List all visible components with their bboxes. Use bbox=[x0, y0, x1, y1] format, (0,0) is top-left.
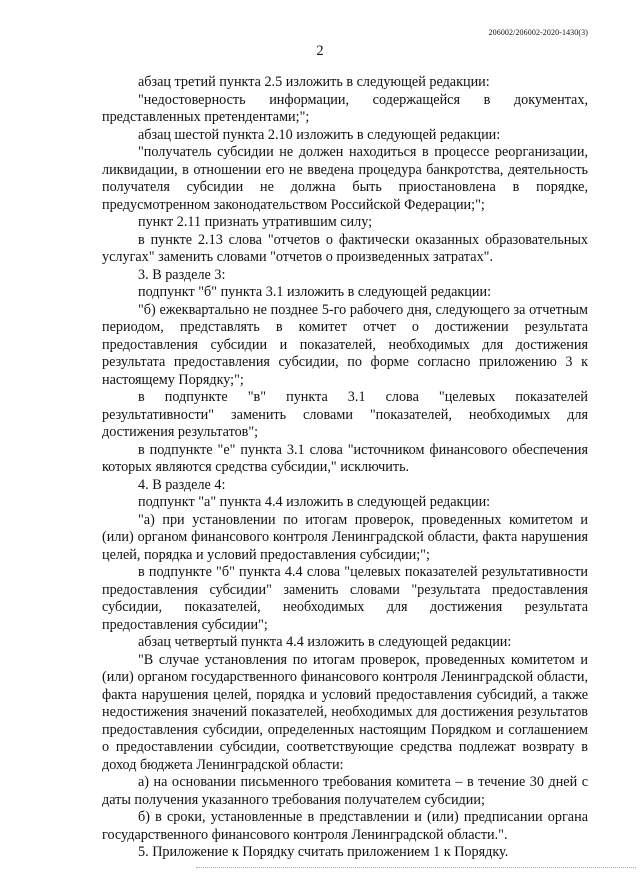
paragraph: абзац шестой пункта 2.10 изложить в следующей редакции: bbox=[138, 126, 501, 143]
bottom-divider bbox=[196, 867, 636, 868]
document-id: 206002/206002-2020-1430(3) bbox=[488, 28, 588, 37]
paragraph: а) на основании письменного требования комитета – в течение 30 дней с даты получения указанного требования получателем субсидии; bbox=[102, 774, 588, 808]
paragraph: 5. Приложение к Порядку считать приложением 1 к Порядку. bbox=[138, 844, 509, 860]
paragraph: "В случае установления по итогам проверок, проведенных комитетом и (или) органом государственного финансового контроля Ленинградской области, факта нарушения целей, порядка и условий предоставления субсидий, а также недостижения значений показателей, необходимых для достижения результатов предоставления субсидии, определенных настоящим Порядком и соглашением о предоставлении субсидии, соответствующие средства подлежат возврату в доход бюджета Ленинградской области: bbox=[102, 651, 588, 773]
document-body bbox=[102, 74, 588, 862]
paragraph: б) в сроки, установленные в представлении и (или) предписании органа государственного финансового контроля Ленинградской области.". bbox=[102, 809, 588, 843]
paragraph: "б) ежеквартально не позднее 5-го рабочего дня, следующего за отчетным периодом, представлять в комитет отчет о достижении результата предоставления субсидии и показателей, необходимых для достижения результата предоставления субсидии, по форме согласно приложению 3 к настоящему Порядку;"; bbox=[102, 301, 588, 388]
paragraph: "получатель субсидии не должен находиться в процессе реорганизации, ликвидации, в отношении его не введена процедура банкротства, деятельность получателя субсидии не должна быть приостановлена в порядке, предусмотренном законодательством Российской Федерации;"; bbox=[102, 144, 588, 213]
paragraph: "а) при установлении по итогам проверок, проведенных комитетом и (или) органом финансового контроля Ленинградской области, факта нарушения целей, порядка и условий предоставления субсидии;"; bbox=[102, 511, 588, 563]
section-heading: 4. В разделе 4: bbox=[138, 476, 226, 493]
page-number: 2 bbox=[316, 43, 324, 59]
paragraph: в пункте 2.13 слова "отчетов о фактически оказанных образовательных услугах" заменить словами "отчетов о произведенных затратах". bbox=[102, 231, 588, 265]
paragraph: в подпункте "в" пункта 3.1 слова "целевых показателей результативности" заменить словами "показателей, необходимых для достижения результатов"; bbox=[102, 389, 588, 440]
paragraph: абзац четвертый пункта 4.4 изложить в следующей редакции: bbox=[138, 634, 512, 650]
paragraph: подпункт "а" пункта 4.4 изложить в следующей редакции: bbox=[138, 494, 491, 510]
paragraph: в подпункте "б" пункта 4.4 слова "целевых показателей результативности предоставления субсидии" заменить словами "результата предоставления субсидии, показателей, необходимых для достижения результата предоставления субсидии"; bbox=[102, 564, 588, 633]
section-heading: 3. В разделе 3: bbox=[138, 266, 226, 283]
paragraph: "недостоверность информации, содержащейся в документах, представленных претендентами;"; bbox=[102, 91, 588, 125]
paragraph: подпункт "б" пункта 3.1 изложить в следующей редакции: bbox=[138, 284, 492, 300]
paragraph: в подпункте "е" пункта 3.1 слова "источником финансового обеспечения которых являются средства субсидии," исключить. bbox=[102, 441, 588, 475]
paragraph: абзац третий пункта 2.5 изложить в следующей редакции: bbox=[138, 74, 490, 90]
paragraph: пункт 2.11 признать утратившим силу; bbox=[138, 214, 373, 230]
